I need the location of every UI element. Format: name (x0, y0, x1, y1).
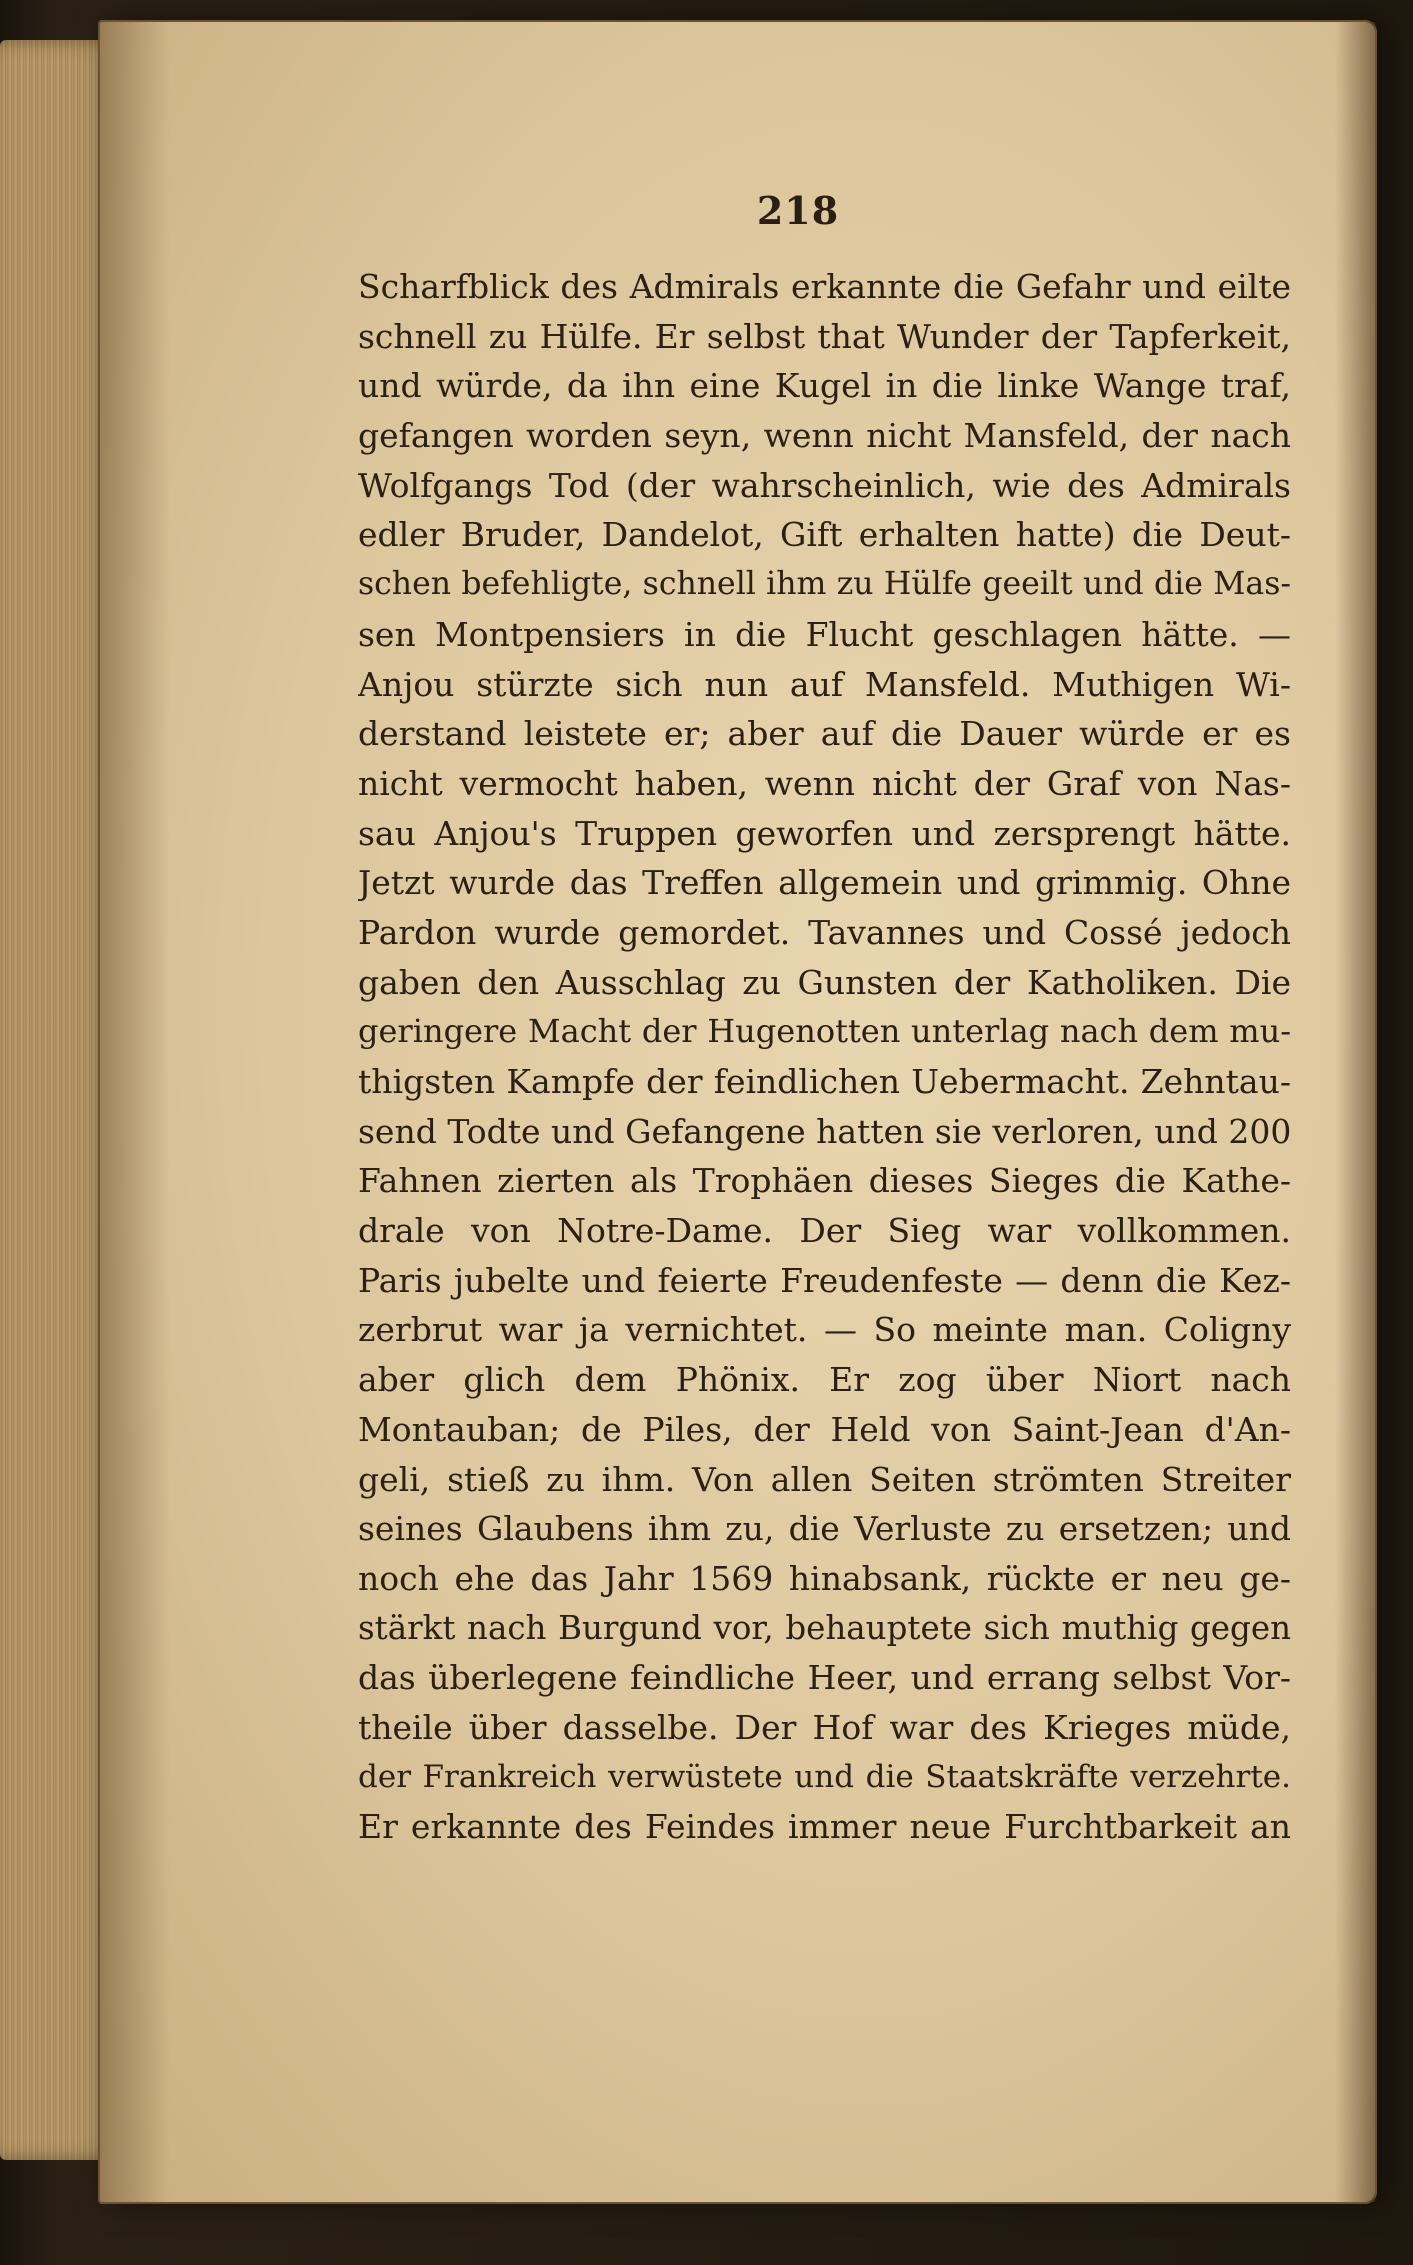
text-line: Paris jubelte und feierte Freudenfeste — denn die Kez- (358, 1260, 1291, 1300)
text-line: sen Montpensiers in die Flucht geschlagen hätte. — (358, 614, 1291, 654)
text-line: schnell zu Hülfe. Er selbst that Wunder der Tapferkeit, (358, 316, 1291, 356)
text-line: drale von Notre-Dame. Der Sieg war vollkommen. (358, 1211, 1291, 1251)
text-line: seines Glaubens ihm zu, die Verluste zu ersetzen; und (358, 1509, 1291, 1549)
text-line: Montauban; de Piles, der Held von Saint-Jean d'An- (358, 1409, 1291, 1449)
body-text (358, 262, 1291, 1852)
text-line: theile über dasselbe. Der Hof war des Krieges müde, (358, 1707, 1291, 1747)
text-line: Wolfgangs Tod (der wahrscheinlich, wie des Admirals (358, 465, 1291, 505)
text-line: derstand leistete er; aber auf die Dauer würde er es (358, 714, 1291, 754)
text-line: Jetzt wurde das Treffen allgemein und grimmig. Ohne (358, 863, 1291, 903)
text-line: sau Anjou's Truppen geworfen und zersprengt hätte. (358, 813, 1291, 853)
text-line: Er erkannte des Feindes immer neue Furchtbarkeit an (358, 1807, 1291, 1847)
text-line: der Frankreich verwüstete und die Staatskräfte verzehrte. (358, 1758, 1291, 1795)
text-line: Scharfblick des Admirals erkannte die Gefahr und eilte (358, 267, 1291, 306)
text-line: Fahnen zierten als Trophäen dieses Sieges die Kathe- (358, 1161, 1291, 1201)
text-line: aber glich dem Phönix. Er zog über Niort nach (358, 1360, 1291, 1400)
text-line: thigsten Kampfe der feindlichen Uebermacht. Zehntau- (358, 1062, 1291, 1101)
text-line: edler Bruder, Dandelot, Gift erhalten hatte) die Deut- (358, 515, 1291, 555)
page-number: 218 (756, 188, 840, 233)
text-line: das überlegene feindliche Heer, und errang selbst Vor- (358, 1658, 1291, 1698)
text-line: und würde, da ihn eine Kugel in die linke Wange traf, (358, 366, 1291, 406)
text-line: noch ehe das Jahr 1569 hinabsank, rückte er neu ge- (358, 1558, 1291, 1598)
text-line: gaben den Ausschlag zu Gunsten der Katholiken. Die (358, 962, 1291, 1002)
text-line: geli, stieß zu ihm. Von allen Seiten strömten Streiter (358, 1459, 1291, 1499)
text-line: geringere Macht der Hugenotten unterlag nach dem mu- (358, 1012, 1291, 1051)
text-line: Anjou stürzte sich nun auf Mansfeld. Muthigen Wi- (358, 664, 1291, 704)
text-line: schen befehligte, schnell ihm zu Hülfe geeilt und die Mas- (358, 566, 1291, 603)
text-line: gefangen worden seyn, wenn nicht Mansfeld, der nach (358, 416, 1291, 456)
text-line: send Todte und Gefangene hatten sie verloren, und 200 (358, 1111, 1291, 1151)
text-line: zerbrut war ja vernichtet. — So meinte man. Coligny (358, 1310, 1291, 1350)
text-line: stärkt nach Burgund vor, behauptete sich muthig gegen (358, 1608, 1291, 1647)
text-line: nicht vermocht haben, wenn nicht der Graf von Nas- (358, 763, 1291, 803)
text-line: Pardon wurde gemordet. Tavannes und Cossé jedoch (358, 912, 1291, 952)
